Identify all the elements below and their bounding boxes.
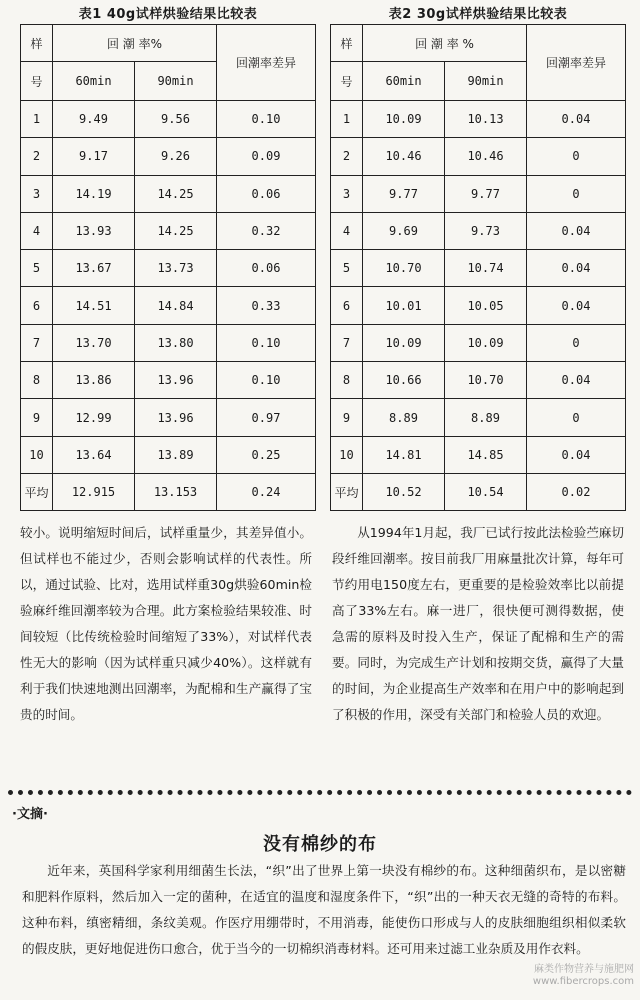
value-diff: 0.09 [217, 138, 316, 175]
value-90min: 14.25 [135, 212, 217, 249]
row-no: 2 [21, 138, 53, 175]
table-row [21, 362, 316, 399]
table1-block [20, 0, 316, 511]
row-no: 5 [331, 250, 363, 287]
row-no: 7 [331, 324, 363, 361]
table-row [331, 138, 626, 175]
value-diff: 0.33 [217, 287, 316, 324]
value-60min: 10.52 [363, 473, 445, 510]
row-no: 平均 [21, 473, 53, 510]
value-60min: 10.66 [363, 362, 445, 399]
value-60min: 13.64 [53, 436, 135, 473]
row-no: 8 [21, 362, 53, 399]
table-row [331, 436, 626, 473]
table-row [331, 324, 626, 361]
value-90min: 10.05 [445, 287, 527, 324]
article-title: 没有棉纱的布 [263, 834, 377, 855]
table1 [20, 24, 316, 511]
value-60min: 12.915 [53, 473, 135, 510]
table-row [331, 399, 626, 436]
value-60min: 13.86 [53, 362, 135, 399]
table1-header-90min: 90min [135, 62, 217, 101]
row-no: 4 [21, 212, 53, 249]
row-no: 5 [21, 250, 53, 287]
row-no: 9 [21, 399, 53, 436]
value-diff: 0.10 [217, 324, 316, 361]
value-diff: 0 [527, 175, 626, 212]
section-label: ·文摘· [12, 807, 48, 822]
row-no: 10 [21, 436, 53, 473]
table-row [331, 287, 626, 324]
value-90min: 13.96 [135, 399, 217, 436]
value-60min: 12.99 [53, 399, 135, 436]
table2-header-no-bottom: 号 [331, 62, 363, 101]
value-90min: 10.46 [445, 138, 527, 175]
right-paragraph: 从1994年1月起，我厂已试行按此法检验苎麻切段纤维回潮率。按目前我厂用麻量批次计算，每年可节约用电150度左右，更重要的是检验效率比以前提高了33%左右。麻一进厂，很快便可测得数据，使急需的原料及时投入生产，保证了配棉和生产的需要。同时，为完成生产计划和按期交货，赢得了大量的时间，为企业提高生产效率和在用户中的影响起到了积极的作用，深受有关部门和检验人员的欢迎。 [332, 525, 624, 722]
value-60min: 9.77 [363, 175, 445, 212]
row-no: 2 [331, 138, 363, 175]
table-row [21, 175, 316, 212]
table-row [21, 287, 316, 324]
value-diff: 0.04 [527, 212, 626, 249]
value-diff: 0.25 [217, 436, 316, 473]
value-diff: 0.24 [217, 473, 316, 510]
table-row [21, 250, 316, 287]
left-paragraph: 较小。说明缩短时间后，试样重量少，其差异值小。但试样也不能过少，否则会影响试样的代表性。所以，通过试验、比对，选用试样重30g烘验60min检验麻纤维回潮率较为合理。此方案检验结果较准、时间较短（比传统检验时间缩短了33%），对试样代表性无大的影响（因为试样重只减少40%）。这样就有利于我们快速地测出回潮率，为配棉和生产赢得了宝贵的时间。 [20, 525, 312, 722]
row-no: 10 [331, 436, 363, 473]
row-no: 3 [21, 175, 53, 212]
table-row-average [21, 473, 316, 510]
table-row [331, 212, 626, 249]
value-60min: 10.09 [363, 101, 445, 138]
row-no: 平均 [331, 473, 363, 510]
row-no: 9 [331, 399, 363, 436]
table1-caption: 表1 40g试样烘验结果比较表 [78, 7, 258, 22]
watermark [533, 964, 634, 988]
value-diff: 0.06 [217, 250, 316, 287]
value-90min: 10.09 [445, 324, 527, 361]
table-row [21, 324, 316, 361]
table2-header-rate: 回 潮 率 % [363, 25, 527, 62]
value-90min: 9.73 [445, 212, 527, 249]
value-90min: 14.25 [135, 175, 217, 212]
table2-caption: 表2 30g试样烘验结果比较表 [388, 7, 568, 22]
value-90min: 14.85 [445, 436, 527, 473]
value-60min: 14.81 [363, 436, 445, 473]
value-60min: 8.89 [363, 399, 445, 436]
value-60min: 14.51 [53, 287, 135, 324]
value-90min: 13.80 [135, 324, 217, 361]
value-90min: 13.89 [135, 436, 217, 473]
value-diff: 0 [527, 138, 626, 175]
value-90min: 8.89 [445, 399, 527, 436]
value-90min: 10.74 [445, 250, 527, 287]
value-diff: 0.04 [527, 287, 626, 324]
watermark-line1: 麻类作物营养与施肥网 [534, 964, 634, 975]
value-60min: 14.19 [53, 175, 135, 212]
value-60min: 10.46 [363, 138, 445, 175]
value-60min: 9.69 [363, 212, 445, 249]
value-60min: 13.93 [53, 212, 135, 249]
table2-header-no-top: 样 [331, 25, 363, 62]
table2-block [330, 0, 626, 511]
value-60min: 10.70 [363, 250, 445, 287]
value-diff: 0.04 [527, 250, 626, 287]
table2-header-60min: 60min [363, 62, 445, 101]
table1-header-diff: 回潮率差异 [217, 25, 316, 101]
table-row [331, 101, 626, 138]
table-row [21, 399, 316, 436]
value-90min: 13.153 [135, 473, 217, 510]
table1-header-no-bottom: 号 [21, 62, 53, 101]
table1-header-rate: 回 潮 率% [53, 25, 217, 62]
watermark-line2: www.fibercrops.com [532, 976, 634, 987]
value-diff: 0.04 [527, 362, 626, 399]
value-90min: 10.54 [445, 473, 527, 510]
value-60min: 9.49 [53, 101, 135, 138]
row-no: 1 [331, 101, 363, 138]
table-row [21, 436, 316, 473]
dotted-divider [8, 790, 632, 795]
value-90min: 13.73 [135, 250, 217, 287]
value-diff: 0.04 [527, 101, 626, 138]
value-diff: 0.10 [217, 101, 316, 138]
value-90min: 10.13 [445, 101, 527, 138]
value-60min: 13.70 [53, 324, 135, 361]
table-row [21, 212, 316, 249]
table-row [21, 101, 316, 138]
table2-header-diff: 回潮率差异 [527, 25, 626, 101]
value-90min: 10.70 [445, 362, 527, 399]
table-row [21, 138, 316, 175]
value-diff: 0 [527, 399, 626, 436]
value-diff: 0.02 [527, 473, 626, 510]
table2 [330, 24, 626, 511]
value-60min: 9.17 [53, 138, 135, 175]
table-row-average [331, 473, 626, 510]
table2-header-90min: 90min [445, 62, 527, 101]
value-90min: 9.56 [135, 101, 217, 138]
row-no: 1 [21, 101, 53, 138]
value-60min: 13.67 [53, 250, 135, 287]
row-no: 4 [331, 212, 363, 249]
table1-header-60min: 60min [53, 62, 135, 101]
value-diff: 0.32 [217, 212, 316, 249]
table-row [331, 250, 626, 287]
row-no: 8 [331, 362, 363, 399]
article-body: 近年来，英国科学家利用细菌生长法，“织”出了世界上第一块没有棉纱的布。这种细菌织布，是以密糖和肥料作原料，然后加入一定的菌种，在适宜的温度和湿度条件下，“织”出的一种天衣无缝的奇特的布料。这种布料，缜密精细，条纹美观。作医疗用绷带时，不用消毒，能使伤口形成与人的皮肤细胞组织相似柔软的假皮肤，更好地促进伤口愈合，优于当今的一切棉织消毒材料。还可用来过滤工业杂质及用作衣料。 [22, 863, 626, 956]
value-90min: 14.84 [135, 287, 217, 324]
value-60min: 10.09 [363, 324, 445, 361]
table1-header-no-top: 样 [21, 25, 53, 62]
value-90min: 13.96 [135, 362, 217, 399]
table-row [331, 175, 626, 212]
row-no: 6 [331, 287, 363, 324]
value-diff: 0 [527, 324, 626, 361]
value-60min: 10.01 [363, 287, 445, 324]
row-no: 7 [21, 324, 53, 361]
value-diff: 0.04 [527, 436, 626, 473]
table-row [331, 362, 626, 399]
value-diff: 0.10 [217, 362, 316, 399]
value-90min: 9.77 [445, 175, 527, 212]
row-no: 6 [21, 287, 53, 324]
row-no: 3 [331, 175, 363, 212]
value-diff: 0.97 [217, 399, 316, 436]
value-90min: 9.26 [135, 138, 217, 175]
value-diff: 0.06 [217, 175, 316, 212]
